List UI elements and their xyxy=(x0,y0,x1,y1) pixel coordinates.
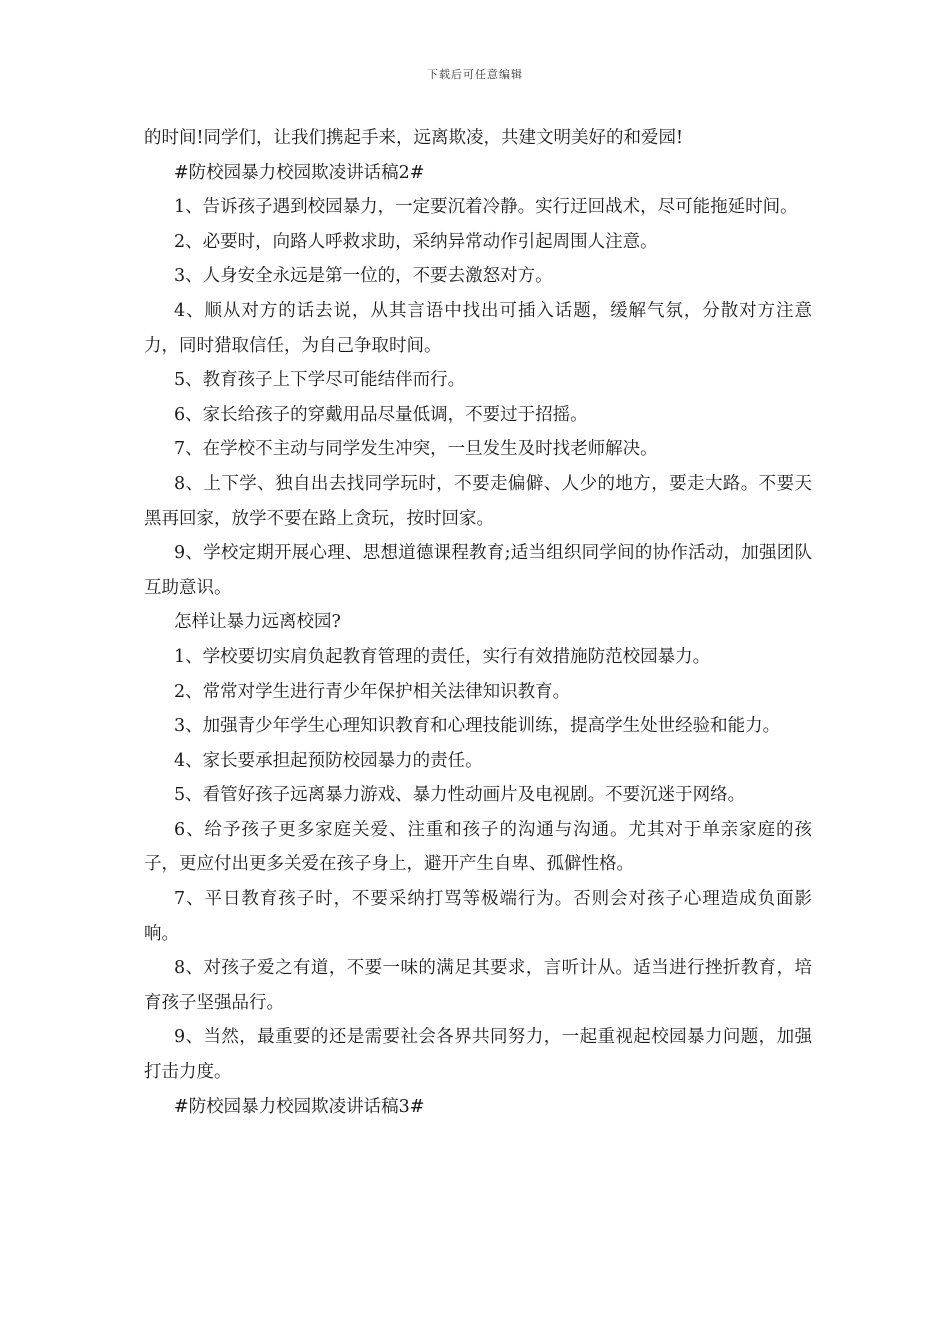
list-item: 8、上下学、独自出去找同学玩时，不要走偏僻、人少的地方，要走大路。不要天黑再回家，放学不要在路上贪玩，按时回家。 xyxy=(144,473,812,529)
list-item: 2、常常对学生进行青少年保护相关法律知识教育。 xyxy=(174,681,571,702)
page-header: 下载后可任意编辑 xyxy=(427,68,523,81)
section-heading: 怎样让暴力远离校园? xyxy=(174,612,341,633)
list-item: 9、学校定期开展心理、思想道德课程教育;适当组织同学间的协作活动，加强团队互助意识。 xyxy=(144,543,812,598)
list-item: 7、在学校不主动与同学发生冲突，一旦发生及时找老师解决。 xyxy=(174,439,658,460)
list-item: 3、人身安全永远是第一位的，不要去激怒对方。 xyxy=(174,266,553,287)
list-item: 7、平日教育孩子时，不要采纳打骂等极端行为。否则会对孩子心理造成负面影响。 xyxy=(144,889,812,944)
list-item: 8、对孩子爱之有道，不要一味的满足其要求，言听计从。适当进行挫折教育，培育孩子坚强品行。 xyxy=(144,958,812,1013)
section-heading: #防校园暴力校园欺凌讲话稿3# xyxy=(174,1096,425,1117)
list-item: 9、当然，最重要的还是需要社会各界共同努力，一起重视起校园暴力问题，加强打击力度。 xyxy=(144,1027,812,1083)
list-item: 6、给予孩子更多家庭关爱、注重和孩子的沟通与沟通。尤其对于单亲家庭的孩子，更应付出更多关爱在孩子身上，避开产生自卑、孤僻性格。 xyxy=(144,819,812,875)
list-item: 1、告诉孩子遇到校园暴力，一定要沉着冷静。实行迂回战术，尽可能拖延时间。 xyxy=(174,197,798,218)
section-heading: #防校园暴力校园欺凌讲话稿2# xyxy=(174,162,425,183)
list-item: 1、学校要切实肩负起教育管理的责任，实行有效措施防范校园暴力。 xyxy=(174,646,711,667)
list-item: 3、加强青少年学生心理知识教育和心理技能训练，提高学生处世经验和能力。 xyxy=(174,716,781,737)
document-body xyxy=(144,121,812,1124)
list-item: 2、必要时，向路人呼救求助，采纳异常动作引起周围人注意。 xyxy=(174,231,658,252)
paragraph-continuation: 的时间!同学们，让我们携起手来，远离欺凌，共建文明美好的和爱园! xyxy=(144,128,684,148)
list-item: 5、教育孩子上下学尽可能结伴而行。 xyxy=(174,370,466,391)
list-item: 5、看管好孩子远离暴力游戏、暴力性动画片及电视剧。不要沉迷于网络。 xyxy=(174,785,746,806)
list-item: 4、家长要承担起预防校园暴力的责任。 xyxy=(174,750,483,771)
list-item: 4、顺从对方的话去说，从其言语中找出可插入话题，缓解气氛，分散对方注意力，同时猎取信任，为自己争取时间。 xyxy=(144,300,812,356)
list-item: 6、家长给孩子的穿戴用品尽量低调，不要过于招摇。 xyxy=(174,404,588,425)
